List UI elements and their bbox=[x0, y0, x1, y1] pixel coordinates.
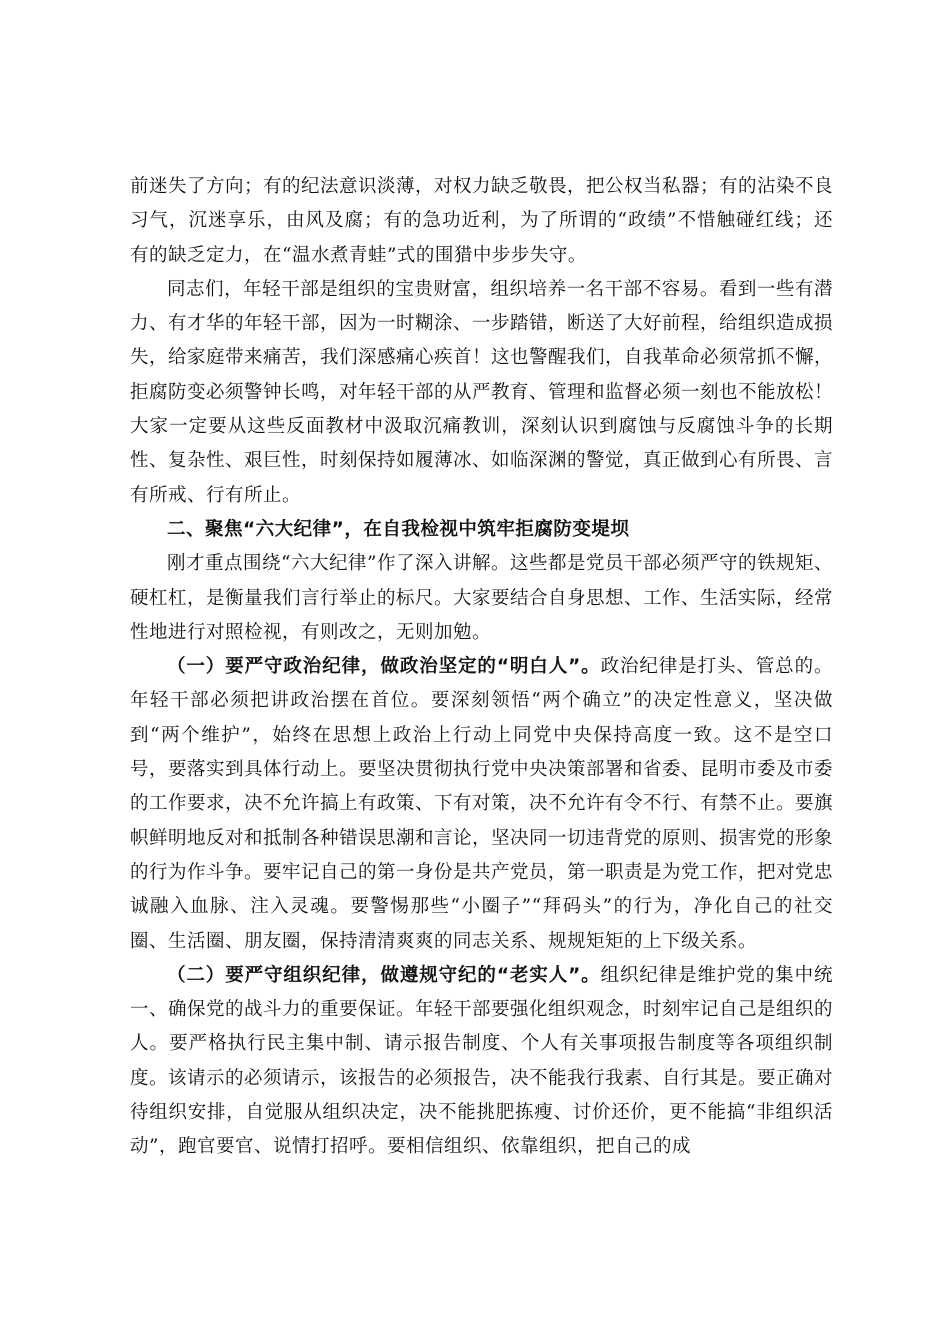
organizational-discipline-body: 组织纪律是维护党的集中统一、确保党的战斗力的重要保证。年轻干部要强化组织观念，时刻牢记自己是组织的人。要严格执行民主集中制、请示报告制度、个人有关事项报告制度等各项组织制度。该请示的必须请示，该报告的必须报告，决不能我行我素、自行其是。要正确对待组织安排，自觉服从组织决定，决不能挑肥拣瘦、讨价还价，更不能搞“非组织活动”，跑官要官、说情打招呼。要相信组织、依靠组织，把自己的成 bbox=[130, 964, 834, 1158]
paragraph-political-discipline bbox=[130, 650, 833, 959]
subheading-organizational-discipline: （二）要严守组织纪律，做遵规守纪的“老实人”。 bbox=[167, 964, 601, 986]
paragraph-organizational-discipline bbox=[130, 959, 833, 1165]
document-page bbox=[130, 170, 833, 1165]
political-discipline-body: 政治纪律是打头、管总的。年轻干部必须把讲政治摆在首位。要深刻领悟“两个确立”的决定性意义，坚决做到“两个维护”，始终在思想上政治上行动上同党中央保持高度一致。这不是空口号，要落实到具体行动上。要坚决贯彻执行党中央决策部署和省委、昆明市委及市委的工作要求，决不允许搞上有政策、下有对策，决不允许有令不行、有禁不止。要旗帜鲜明地反对和抵制各种错误思潮和言论，坚决同一切违背党的原则、损害党的形象的行为作斗争。要牢记自己的第一身份是共产党员，第一职责是为党工作，把对党忠诚融入血脉、注入灵魂。要警惕那些“小圈子”“拜码头”的行为，净化自己的社交圈、生活圈、朋友圈，保持清清爽爽的同志关系、规规矩矩的上下级关系。 bbox=[130, 656, 834, 952]
paragraph-young-cadres: 同志们，年轻干部是组织的宝贵财富，组织培养一名干部不容易。看到一些有潜力、有才华的年轻干部，因为一时糊涂、一步踏错，断送了大好前程，给组织造成损失，给家庭带来痛苦，我们深感痛心疾首！这也警醒我们，自我革命必须常抓不懈，拒腐防变必须警钟长鸣，对年轻干部的从严教育、管理和监督必须一刻也不能放松！大家一定要从这些反面教材中汲取沉痛教训，深刻认识到腐蚀与反腐蚀斗争的长期性、复杂性、艰巨性，时刻保持如履薄冰、如临深渊的警觉，真正做到心有所畏、言有所戒、行有所止。 bbox=[130, 278, 834, 506]
paragraph-continued: 前迷失了方向；有的纪法意识淡薄，对权力缺乏敬畏，把公权当私器；有的沾染不良习气，沉迷享乐，由风及腐；有的急功近利，为了所谓的“政绩”不惜触碰红线；还有的缺乏定力，在“温水煮青蛙”式的围猎中步步失守。 bbox=[130, 176, 834, 266]
section-heading-two: 二、聚焦“六大纪律”，在自我检视中筑牢拒腐防变堤坝 bbox=[167, 518, 630, 540]
subheading-political-discipline: （一）要严守政治纪律，做政治坚定的“明白人”。 bbox=[167, 656, 601, 678]
paragraph-six-disciplines: 刚才重点围绕“六大纪律”作了深入讲解。这些都是党员干部必须严守的铁规矩、硬杠杠，是衡量我们言行举止的标尺。大家要结合自身思想、工作、生活实际，经常性地进行对照检视，有则改之，无则加勉。 bbox=[130, 553, 834, 643]
